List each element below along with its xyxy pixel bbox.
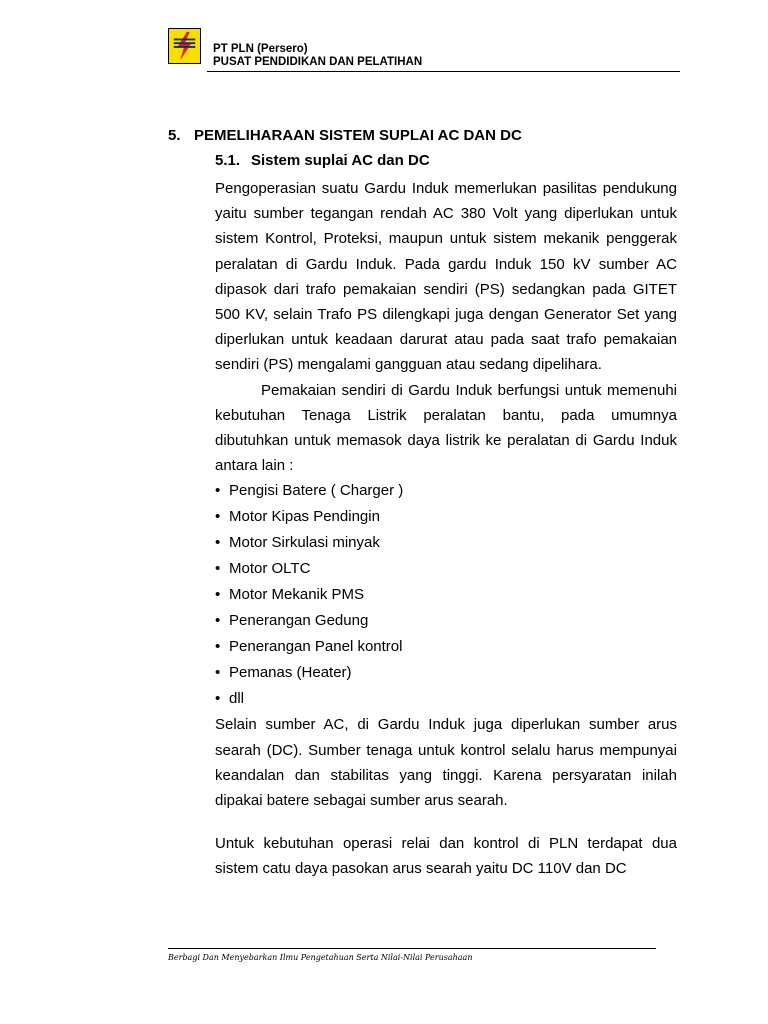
list-item: • Penerangan Panel kontrol xyxy=(215,634,677,660)
subsection-number: 5.1. xyxy=(215,152,241,169)
footer-tagline: Berbagi Dan Menyebarkan Ilmu Pengetahuan Serta Nilai-Nilai Perusahaan xyxy=(168,953,473,962)
company-name: PT PLN (Persero) xyxy=(213,43,308,55)
list-item: • dll xyxy=(215,686,677,712)
header-divider xyxy=(207,71,680,72)
document-header xyxy=(213,43,422,69)
subsection-heading xyxy=(215,152,430,169)
list-item: • Pengisi Batere ( Charger ) xyxy=(215,478,677,504)
list-item: • Pemanas (Heater) xyxy=(215,660,677,686)
list-item: • Motor Sirkulasi minyak xyxy=(215,530,677,556)
section-title: PEMELIHARAAN SISTEM SUPLAI AC DAN DC xyxy=(194,127,522,144)
paragraph-1: Pengoperasian suatu Gardu Induk memerlukan pasilitas pendukung yaitu sumber tegangan rendah AC 380 Volt yang diperlukan untuk sistem Kontrol, Proteksi, maupun untuk sistem mekanik penggerak peralatan di Gardu Induk. Pada gardu Induk 150 kV sumber AC dipasok dari trafo pemakaian sendiri (PS) sedangkan pada GITET 500 KV, selain Trafo PS dilengkapi juga dengan Generator Set yang diperlukan untuk keadaan darurat atau pada saat trafo pemakaian sendiri (PS) mengalami gangguan atau sedang dipelihara. xyxy=(215,180,677,374)
paragraph-4: Untuk kebutuhan operasi relai dan kontrol di PLN terdapat dua sistem catu daya pasokan arus searah yaitu DC 110V dan DC xyxy=(215,835,677,878)
section-number: 5. xyxy=(168,127,181,144)
division-name: PUSAT PENDIDIKAN DAN PELATIHAN xyxy=(213,56,423,68)
list-item: • Motor Kipas Pendingin xyxy=(215,504,677,530)
subsection-title: Sistem suplai AC dan DC xyxy=(251,152,430,169)
footer-divider xyxy=(168,948,656,949)
list-item: • Motor OLTC xyxy=(215,556,677,582)
section-heading xyxy=(168,127,522,144)
list-item: • Penerangan Gedung xyxy=(215,608,677,634)
list-item: • Motor Mekanik PMS xyxy=(215,582,677,608)
equipment-list xyxy=(215,478,677,712)
pln-logo-icon xyxy=(168,28,201,64)
paragraph-3: Selain sumber AC, di Gardu Induk juga diperlukan sumber arus searah (DC). Sumber tenaga untuk kontrol selalu harus mempunyai keandalan dan stabilitas yang tinggi. Karena persyaratan inilah dipakai batere sebagai sumber arus searah. xyxy=(215,716,677,810)
document-body xyxy=(215,176,677,882)
paragraph-gap xyxy=(215,813,677,831)
paragraph-2: Pemakaian sendiri di Gardu Induk berfungsi untuk memenuhi kebutuhan Tenaga Listrik peralatan bantu, pada umumnya dibutuhkan untuk memasok daya listrik ke peralatan di Gardu Induk antara lain : xyxy=(215,381,677,475)
